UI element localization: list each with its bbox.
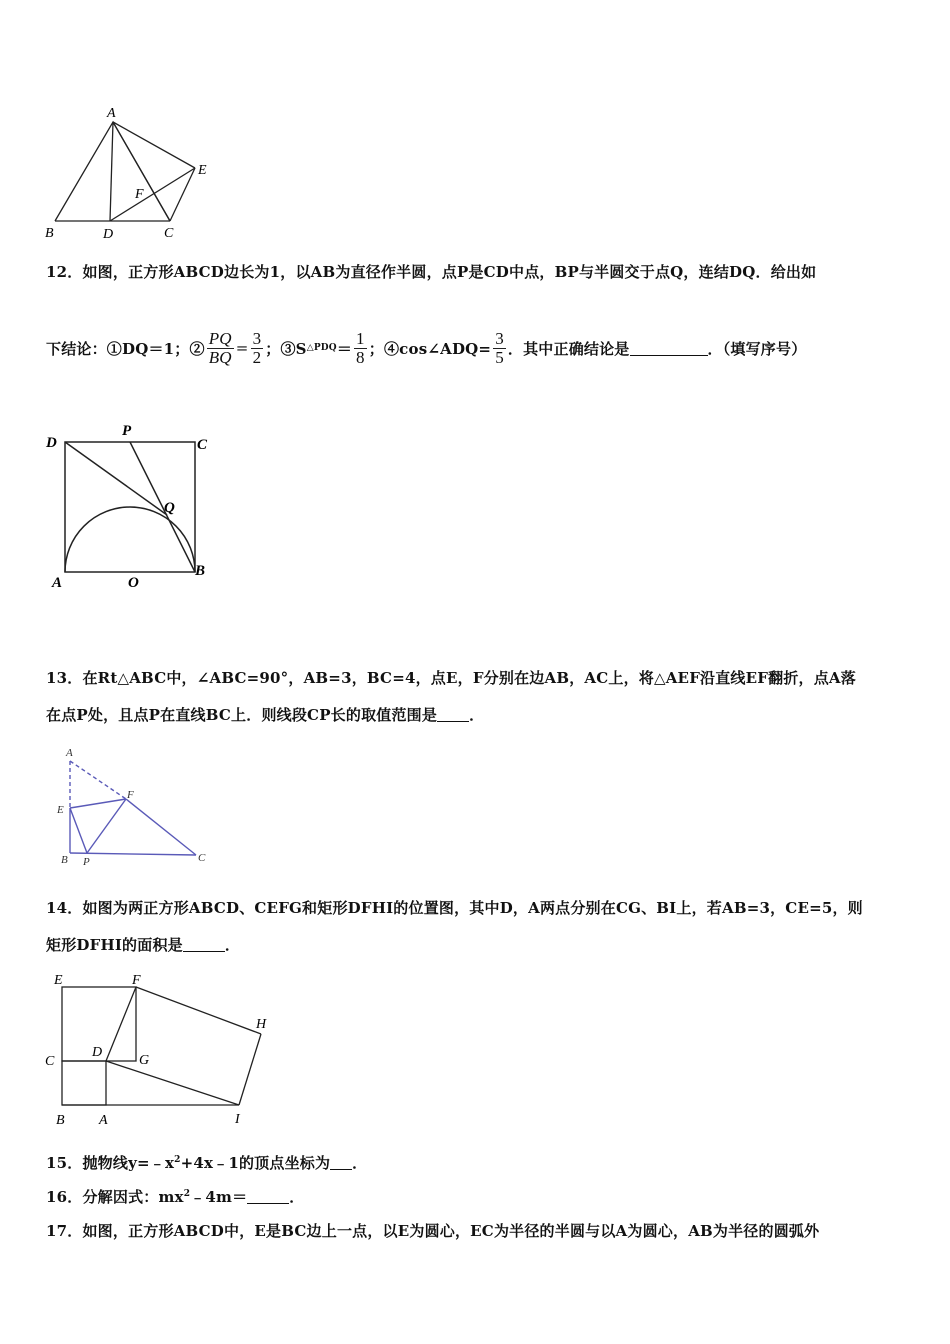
q12-eq: = [235, 339, 249, 357]
q14-line-2-end: ． [224, 936, 241, 954]
q14-line-1: 14．如图为两正方形ABCD、CEFG和矩形DFHI的位置图，其中D，A两点分别在CG、BI上，若AB=3，CE=5，则 [46, 899, 863, 917]
q16-sup: 2 [183, 1189, 191, 1199]
q12-fraction-pq-bq [207, 330, 234, 367]
fig12-label-b: B [195, 563, 206, 579]
q12-sub-pdq: △PDQ [306, 343, 337, 353]
q12-mid1: ；③S [265, 339, 307, 358]
q12-eq2: ＝ [336, 339, 353, 358]
fig12-label-c: C [197, 437, 208, 453]
fig14-label-h: H [256, 1017, 267, 1032]
frac4-num: 3 [495, 328, 504, 348]
q13-line-1: 13．在Rt△ABC中，∠ABC=90°，AB=3，BC=4，点E，F分别在边AB，AC上，将△AEF沿直线EF翻折，点A落 [46, 669, 856, 687]
frac2-den: 2 [252, 347, 262, 367]
q12-line-2 [46, 322, 806, 374]
q16-end: ． [289, 1188, 305, 1206]
frac4-den: 5 [495, 347, 504, 367]
fig14-label-e: E [54, 973, 63, 988]
q16-text-b: ﹣4m＝ [190, 1188, 248, 1206]
frac1-den: BQ [208, 347, 232, 367]
fig14-label-c: C [45, 1054, 55, 1069]
q12-suffix2: ．（填写序号） [707, 339, 807, 358]
fig11-label-d: D [103, 227, 114, 242]
figure-13 [50, 745, 220, 870]
q13-line-2 [46, 704, 484, 725]
q13-line-2-end: ． [469, 706, 485, 724]
frac1-num: PQ [208, 328, 232, 348]
fig11-label-e: E [198, 163, 207, 178]
fig12-label-a: A [52, 575, 63, 591]
q15-line [46, 1152, 367, 1173]
fig11-label-b: B [45, 226, 54, 241]
q15-sup: 2 [174, 1155, 181, 1165]
fig12-label-q: Q [164, 500, 175, 516]
q12-fraction-1-8 [354, 330, 367, 367]
fig11-label-f: F [135, 187, 144, 202]
q15-answer-blank [330, 1155, 352, 1170]
q14-line-2 [46, 934, 240, 955]
q12-fraction-3-2 [251, 330, 264, 367]
q12-suffix1: ．其中正确结论是 [507, 339, 630, 358]
q16-answer-blank [247, 1189, 289, 1204]
frac2-num: 3 [252, 328, 262, 348]
q16-line [46, 1186, 304, 1207]
figure-14 [40, 965, 280, 1130]
q12-fraction-3-5 [493, 330, 506, 367]
fig12-label-d: D [46, 435, 57, 451]
fig14-label-i: I [235, 1112, 240, 1127]
frac3-num: 1 [356, 328, 365, 348]
fig13-label-a: A [66, 747, 73, 759]
q17-line-1: 17．如图，正方形ABCD中，E是BC边上一点，以E为圆心，EC为半径的半圆与以A为圆心，AB为半径的圆弧外 [46, 1222, 820, 1240]
q12-mid2: ；④cos∠ADQ= [368, 339, 492, 358]
fig13-label-c: C [198, 852, 206, 864]
q13-line-2-text: 在点P处，且点P在直线BC上．则线段CP长的取值范围是 [46, 706, 438, 724]
q15-end: ． [352, 1154, 368, 1172]
q14-answer-blank [183, 937, 225, 952]
fig14-label-a: A [99, 1113, 108, 1128]
q12-prefix: 下结论：①DQ＝1；② [46, 339, 205, 358]
q15-text-b: +4x﹣1的顶点坐标为 [180, 1154, 331, 1172]
q12-answer-blank [630, 341, 708, 356]
fig13-label-e: E [57, 804, 64, 816]
q13-answer-blank [437, 707, 469, 722]
q15-text-a: 15．抛物线y=﹣x [46, 1154, 175, 1172]
fig11-label-c: C [164, 226, 174, 241]
frac3-den: 8 [356, 347, 365, 367]
fig14-label-b: B [56, 1113, 65, 1128]
fig14-label-f: F [132, 973, 141, 988]
figure-12 [40, 415, 220, 595]
fig12-label-o: O [128, 575, 139, 591]
fig13-label-p: P [83, 856, 90, 868]
fig14-label-d: D [92, 1045, 103, 1060]
fig13-label-f: F [127, 789, 134, 801]
fig11-label-a: A [107, 106, 116, 121]
q14-line-2-text: 矩形DFHI的面积是 [46, 936, 183, 954]
figure-11 [40, 100, 220, 245]
fig14-label-g: G [139, 1053, 150, 1068]
q12-line-1: 12．如图，正方形ABCD边长为1，以AB为直径作半圆，点P是CD中点，BP与半圆交于点Q，连结DQ．给出如 [46, 263, 817, 281]
fig12-label-p: P [122, 423, 132, 439]
q16-text-a: 16．分解因式：mx [46, 1188, 184, 1206]
fig13-label-b: B [61, 854, 68, 866]
